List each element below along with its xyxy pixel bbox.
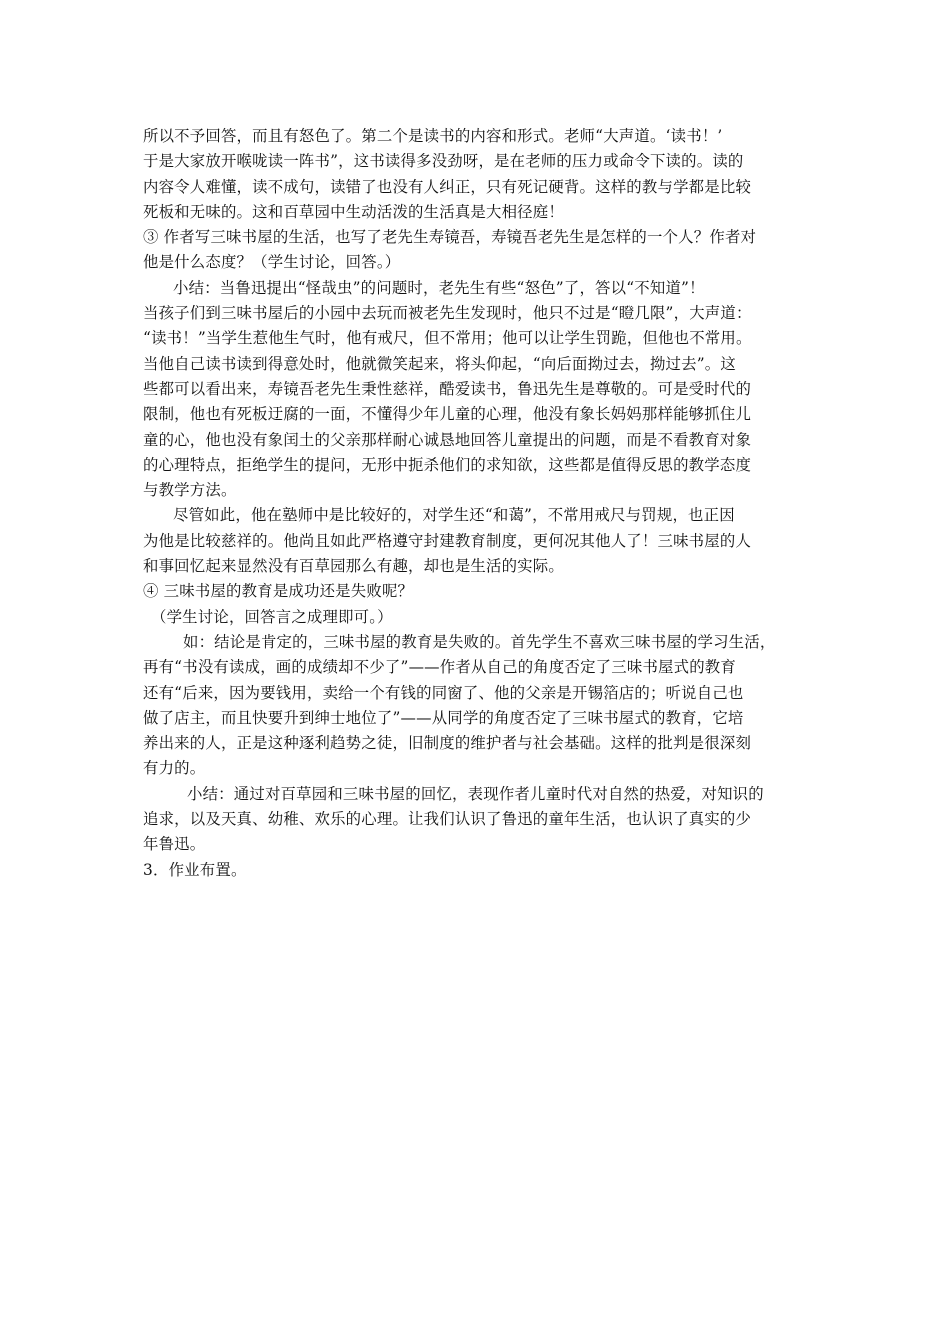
text-line: 于是大家放开喉咙读一阵书”，这书读得多没劲呀，是在老师的压力或命令下读的。读的 xyxy=(143,152,744,171)
text-line: 追求，以及天真、幼稚、欢乐的心理。让我们认识了鲁迅的童年生活，也认识了真实的少 xyxy=(143,810,752,829)
text-line: 内容令人难懂，读不成句，读错了也没有人纠正，只有死记硬背。这样的教与学都是比较 xyxy=(143,177,752,196)
paragraph-start: 尽管如此，他在塾师中是比较好的，对学生还“和蔼”，不常用戒尺与罚规，也正因 xyxy=(173,506,735,525)
question-3-line: ③ 作者写三味书屋的生活，也写了老先生寿镜吾，寿镜吾老先生是怎样的一个人？作者对 xyxy=(143,228,757,247)
discussion-note: （学生讨论，回答言之成理即可。） xyxy=(151,607,393,626)
text-line: 年鲁迅。 xyxy=(143,835,206,854)
text-line: 所以不予回答，而且有怒色了。第二个是读书的内容和形式。老师“大声道。‘读书！’ xyxy=(143,127,723,145)
example-paragraph-start: 如：结论是肯定的，三味书屋的教育是失败的。首先学生不喜欢三味书屋的学习生活， xyxy=(183,632,776,651)
text-line: 和事回忆起来显然没有百草园那么有趣，却也是生活的实际。 xyxy=(143,557,564,576)
text-line: 再有“书没有读成，画的成绩却不少了”——作者从自己的角度否定了三味书屋式的教育 xyxy=(143,658,736,677)
document-body-text xyxy=(143,124,811,883)
text-line: 他是什么态度？（学生讨论，回答。） xyxy=(143,253,401,272)
text-line: 做了店主，而且快要升到绅士地位了”——从同学的角度否定了三味书屋式的教育，它培 xyxy=(143,708,744,727)
text-line: “读书！”当学生惹他生气时，他有戒尺，但不常用；他可以让学生罚跪，但他也不常用。 xyxy=(143,329,752,348)
text-line: 限制，他也有死板迂腐的一面，不懂得少年儿童的心理，他没有象长妈妈那样能够抓住儿 xyxy=(143,405,752,424)
text-line: 还有“后来，因为要钱用，卖给一个有钱的同窗了、他的父亲是开锡箔店的；听说自己也 xyxy=(143,683,744,702)
text-line: 当孩子们到三味书屋后的小园中去玩而被老先生发现时，他只不过是“瞪几限”，大声道： xyxy=(143,304,752,323)
text-line: 些都可以看出来，寿镜吾老先生秉性慈祥，酷爱读书，鲁迅先生是尊敬的。可是受时代的 xyxy=(143,379,752,398)
text-line: 为他是比较慈祥的。他尚且如此严格遵守封建教育制度，更何况其他人了！三味书屋的人 xyxy=(143,531,752,550)
final-summary-start: 小结：通过对百草园和三味书屋的回忆，表现作者儿童时代对自然的热爱，对知识的 xyxy=(187,784,764,803)
text-line: 死板和无味的。这和百草园中生动活泼的生活真是大相径庭！ xyxy=(143,202,564,221)
question-4-line: ④ 三味书屋的教育是成功还是失败呢？ xyxy=(143,582,414,601)
text-line: 有力的。 xyxy=(143,759,206,778)
text-line: 与教学方法。 xyxy=(143,481,237,500)
text-line: 童的心，他也没有象闰土的父亲那样耐心诚恳地回答儿童提出的问题，而是不看教育对象 xyxy=(143,430,752,449)
text-line: 养出来的人，正是这种逐利趋势之徒，旧制度的维护者与社会基础。这样的批判是很深刻 xyxy=(143,734,752,753)
homework-heading: 3．作业布置。 xyxy=(143,860,247,879)
text-line: 的心理特点，拒绝学生的提问，无形中扼杀他们的求知欲，这些都是值得反思的教学态度 xyxy=(143,455,752,474)
text-line: 当他自己读书读到得意处时，他就微笑起来，将头仰起，“向后面拗过去，拗过去”。这 xyxy=(143,354,736,373)
summary-paragraph-start: 小结：当鲁迅提出“怪哉虫”的问题时，老先生有些“怒色”了，答以“不知道”！ xyxy=(173,278,705,297)
